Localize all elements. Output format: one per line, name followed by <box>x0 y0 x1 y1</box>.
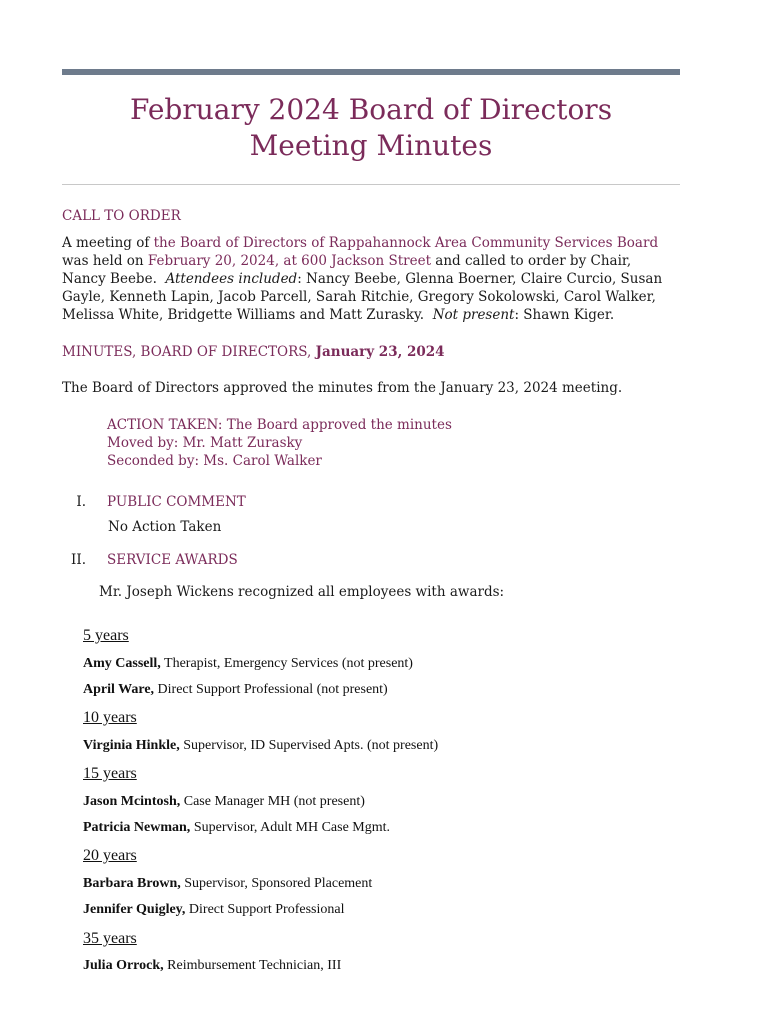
meeting-date-location: February 20, 2024, at 600 Jackson Street <box>147 253 431 269</box>
para-line <box>62 270 682 288</box>
text: A meeting of <box>62 235 154 251</box>
years-heading: 35 years <box>83 930 137 947</box>
para-line <box>62 306 682 324</box>
years-heading: 5 years <box>83 627 129 644</box>
section-number: II. <box>71 552 86 568</box>
attendees-label: Attendees included <box>165 271 298 287</box>
award-desc: Direct Support Professional <box>185 902 345 917</box>
award-entry <box>83 820 390 836</box>
award-name: Amy Cassell, <box>83 656 161 671</box>
title-line-1: February 2024 Board of Directors <box>129 93 613 126</box>
service-awards-heading: SERVICE AWARDS <box>107 552 238 568</box>
text: Nancy Beebe. <box>62 271 166 287</box>
para-line <box>62 252 682 270</box>
award-entry <box>83 876 372 892</box>
para-line: Gayle, Kenneth Lapin, Jacob Parcell, Sarah Ritchie, Gregory Sokolowski, Carol Walker, <box>62 289 656 305</box>
award-desc: Reimbursement Technician, III <box>163 958 342 973</box>
award-entry <box>83 656 413 672</box>
action-block <box>107 416 452 470</box>
text: MINUTES, BOARD OF DIRECTORS, <box>62 344 316 360</box>
text: : Shawn Kiger. <box>514 307 615 323</box>
title-line-2: Meeting Minutes <box>249 129 493 162</box>
action-taken: ACTION TAKEN: The Board approved the minutes <box>107 417 452 433</box>
award-entry <box>83 738 438 754</box>
call-to-order-paragraph <box>62 234 682 324</box>
award-desc: Case Manager MH (not present) <box>180 794 365 809</box>
award-entry <box>83 902 344 918</box>
title-divider <box>62 184 680 185</box>
seconded-by: Seconded by: Ms. Carol Walker <box>107 453 322 469</box>
award-name: Barbara Brown, <box>83 876 181 891</box>
top-rule <box>62 69 680 75</box>
text: was held on <box>62 253 148 269</box>
not-present-label: Not present <box>432 307 515 323</box>
award-name: Julia Orrock, <box>83 958 164 973</box>
award-name: April Ware, <box>83 682 155 697</box>
award-entry <box>83 794 365 810</box>
award-entry <box>83 682 388 698</box>
years-heading: 20 years <box>83 847 137 864</box>
award-desc: Supervisor, ID Supervised Apts. (not present) <box>179 738 439 753</box>
minutes-date: January 23, 2024 <box>315 344 445 360</box>
minutes-text: The Board of Directors approved the minutes from the January 23, 2024 meeting. <box>62 380 623 396</box>
award-desc: Therapist, Emergency Services (not present) <box>160 656 413 671</box>
board-name: the Board of Directors of Rappahannock Area Community Services Board <box>153 235 659 251</box>
section-number: I. <box>76 494 86 510</box>
moved-by: Moved by: Mr. Matt Zurasky <box>107 435 303 451</box>
call-to-order-heading: CALL TO ORDER <box>62 208 181 224</box>
award-desc: Supervisor, Adult MH Case Mgmt. <box>190 820 391 835</box>
public-comment-text: No Action Taken <box>108 519 222 535</box>
award-name: Patricia Newman, <box>83 820 191 835</box>
page-title <box>62 92 680 164</box>
public-comment-heading: PUBLIC COMMENT <box>107 494 246 510</box>
award-name: Jason Mcintosh, <box>83 794 181 809</box>
para-line <box>62 234 682 252</box>
text: : Nancy Beebe, Glenna Boerner, Claire Curcio, Susan <box>297 271 663 287</box>
award-name: Jennifer Quigley, <box>83 902 186 917</box>
award-desc: Supervisor, Sponsored Placement <box>180 876 373 891</box>
award-desc: Direct Support Professional (not present) <box>154 682 388 697</box>
award-entry <box>83 958 341 974</box>
text: and called to order by Chair, <box>431 253 632 269</box>
text: Melissa White, Bridgette Williams and Matt Zurasky. <box>62 307 433 323</box>
award-name: Virginia Hinkle, <box>83 738 180 753</box>
years-heading: 15 years <box>83 765 137 782</box>
minutes-heading <box>62 344 445 360</box>
service-awards-intro: Mr. Joseph Wickens recognized all employees with awards: <box>99 584 505 600</box>
years-heading: 10 years <box>83 709 137 726</box>
